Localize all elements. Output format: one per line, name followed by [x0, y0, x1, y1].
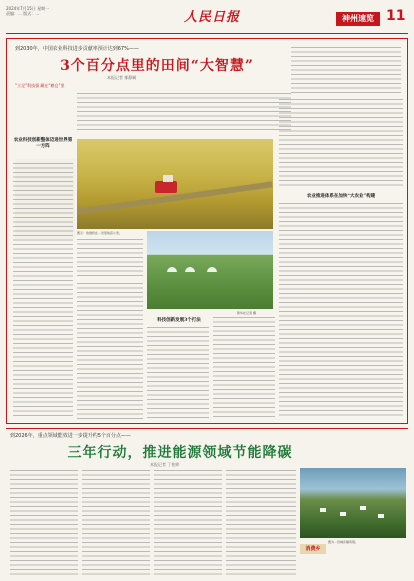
article-headline[interactable]: 3个百分点里的田间“大智慧” [60, 58, 254, 74]
photo-caption-2: 图为…县城乡镇风貌。 [328, 540, 359, 544]
page-number: 11 [386, 8, 406, 24]
summary-text-block [77, 93, 291, 133]
article2-col-3 [154, 470, 222, 578]
greenhouse-icon [207, 267, 217, 272]
photo-credit: 新华社记者 摄 [237, 311, 256, 315]
mid-column-text-1 [77, 283, 143, 419]
article-tagline: “立足”科技强 藏在“粮仓”里 [15, 83, 65, 88]
house-icon [320, 508, 326, 512]
meta-line: 责编：… 版式：… [6, 11, 40, 16]
date-line: 2024年7月15日 星期一 [6, 6, 50, 11]
article2-kicker: 到2026年，重点领域能效进一步提升约5个百分点—— [10, 433, 131, 439]
subhead-left: 农业科技创新整体迈进世界第一方阵 [13, 138, 73, 149]
field-photo [147, 231, 273, 309]
article-kicker: 到2030年，中国农业科技进步贡献率预计达到67%—— [15, 46, 139, 52]
harvester-cab-icon [163, 175, 173, 182]
article2-col-1 [10, 470, 78, 578]
article-agri-tech[interactable] [6, 38, 408, 424]
article-byline: 本报记者 郁静娴 [107, 75, 137, 80]
left-column-text [13, 163, 73, 419]
masthead-date [6, 6, 49, 16]
article2-byline: 本报记者 丁怡婷 [150, 462, 180, 467]
mid-column-text-2 [147, 327, 209, 419]
newspaper-logo: 人民日报 [184, 10, 241, 25]
article2-headline[interactable]: 三年行动，推进能源领域节能降碳 [67, 445, 293, 461]
photo-badge: 消费乡 [300, 544, 326, 554]
article2-col-2 [82, 470, 150, 578]
house-icon [378, 514, 384, 518]
story2-rule [6, 428, 408, 429]
greenhouse-icon [185, 267, 195, 272]
harvester-icon [155, 181, 177, 193]
right-column-text [279, 203, 403, 419]
subhead-mid: 科技创新发展3个打法 [157, 318, 201, 323]
house-icon [340, 512, 346, 516]
article2-col-4 [226, 470, 296, 578]
village-photo [300, 468, 406, 538]
section-label: 神州速览 [336, 12, 380, 26]
greenhouse-icon [167, 267, 177, 272]
caption-text-block [77, 239, 143, 279]
subhead-right: 农业推进体系在加快“大农业”构建 [306, 194, 376, 199]
right-column-text-top [279, 99, 403, 189]
intro-text-block [291, 47, 401, 95]
masthead [6, 4, 408, 34]
photo-caption-1: 图①：收割机在…田里收获小麦。 [77, 231, 123, 235]
harvest-photo [77, 139, 273, 229]
mid-column-text-3 [213, 317, 275, 419]
house-icon [360, 506, 366, 510]
masthead-rule [6, 33, 408, 34]
